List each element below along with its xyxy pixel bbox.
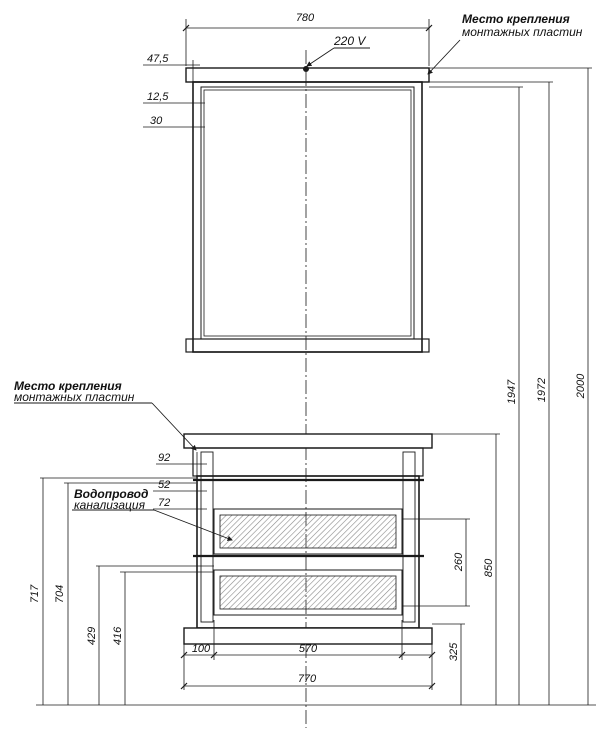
mount-plate-bottom-title: Место крепления <box>14 379 122 393</box>
mount-plate-bottom-subtitle: монтажных пластин <box>14 390 135 404</box>
cabinet <box>14 403 432 644</box>
dim-label-429: 429 <box>86 626 98 646</box>
dim-label-325: 325 <box>448 642 460 662</box>
mirror-inner-frame <box>201 87 414 339</box>
dim-label-1947: 1947 <box>506 379 518 405</box>
dim-label-52: 52 <box>158 479 171 491</box>
drawer-lower-panel <box>220 576 396 609</box>
dim-label-30: 30 <box>150 115 163 127</box>
dim-label-260: 260 <box>453 552 465 572</box>
water-subtitle: канализация <box>74 498 145 512</box>
dim-label-2000: 2000 <box>575 373 587 399</box>
voltage-label: 220 V <box>334 34 366 48</box>
mount-plate-top-subtitle: монтажных пластин <box>462 25 583 39</box>
drawer-upper-panel <box>220 515 396 548</box>
dim-label-1972: 1972 <box>536 377 548 403</box>
cabinet-plinth <box>184 628 432 644</box>
mount-plate-top-title: Место крепления <box>462 12 570 26</box>
mirror-bottom-rail <box>186 339 429 352</box>
mirror-glass <box>204 90 411 336</box>
mirror-frame <box>193 82 422 352</box>
dim-label-780: 780 <box>295 12 315 24</box>
mount-plate-bottom-leader <box>152 403 196 450</box>
dim-label-850: 850 <box>483 558 495 578</box>
mount-plate-top-leader <box>428 40 460 74</box>
cabinet-left-leg <box>201 452 213 622</box>
dim-label-92: 92 <box>158 452 171 464</box>
voltage-leader <box>307 48 334 66</box>
cabinet-countertop <box>184 434 432 448</box>
dim-label-72: 72 <box>158 497 171 509</box>
cabinet-top-apron <box>193 448 423 476</box>
water-title: Водопровод <box>74 487 149 501</box>
dim-label-770: 770 <box>297 673 317 685</box>
dim-label-416: 416 <box>112 626 124 646</box>
dim-label-47-5: 47,5 <box>147 53 169 65</box>
dim-label-12-5: 12,5 <box>147 91 169 103</box>
mirror <box>143 19 460 352</box>
cabinet-right-leg <box>403 452 415 622</box>
dim-label-100: 100 <box>191 643 211 655</box>
dim-label-570: 570 <box>298 643 318 655</box>
dim-label-717: 717 <box>29 584 41 604</box>
dim-label-704: 704 <box>54 584 66 604</box>
